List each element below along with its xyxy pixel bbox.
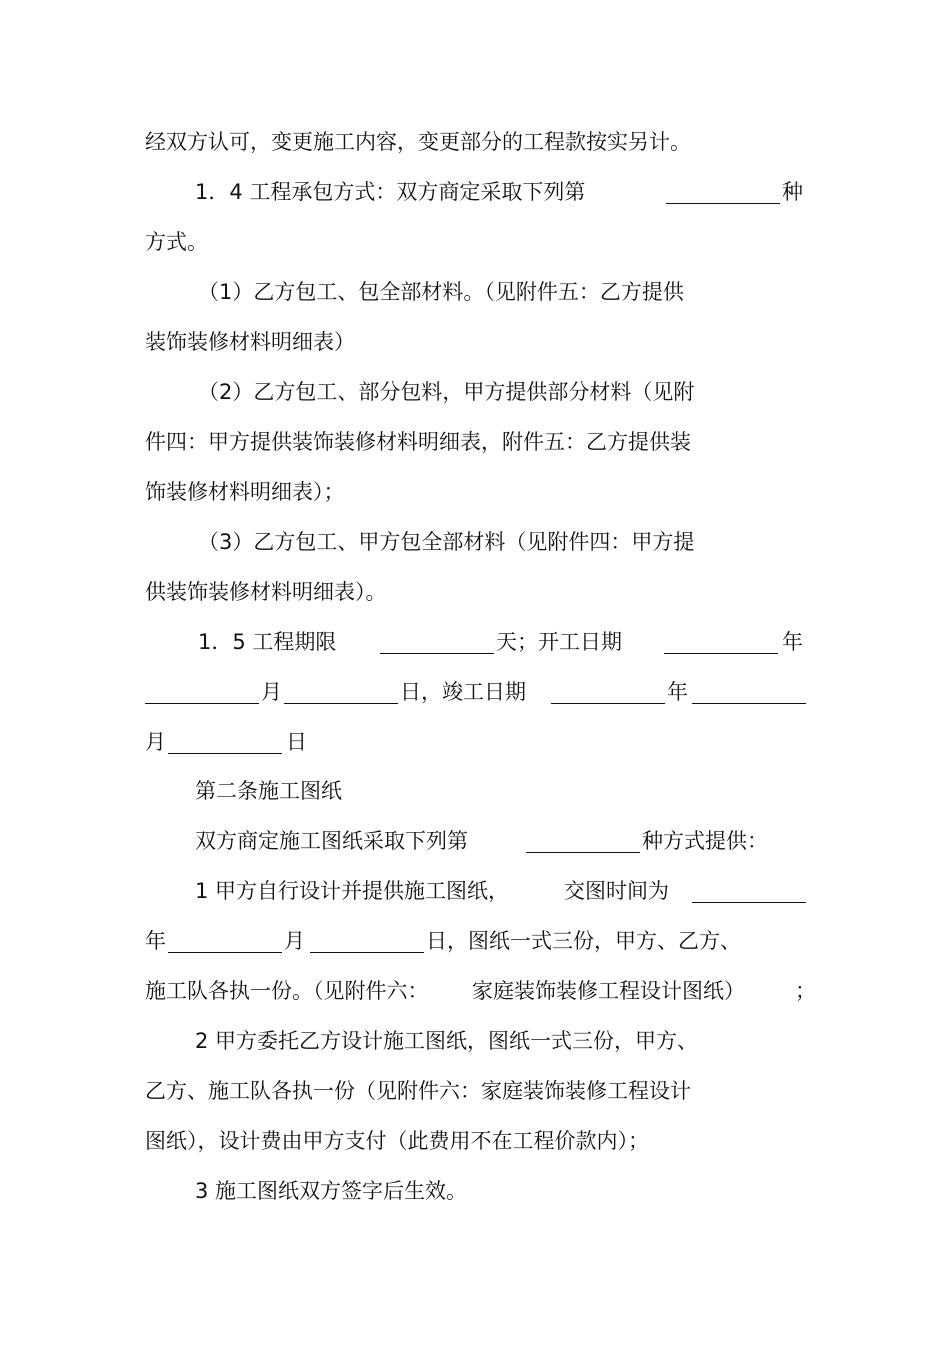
option-2-line: （2）乙方包工、部分包料，甲方提供部分材料（见附 — [198, 380, 695, 404]
unit-label: 年 — [667, 680, 688, 704]
end-date-label: 日，竣工日期 — [400, 680, 526, 704]
paragraph-line: 经双方认可，变更施工内容，变更部分的工程款按实另计。 — [145, 130, 691, 154]
unit-label: 月 — [145, 730, 166, 754]
start-day-blank[interactable] — [284, 683, 398, 704]
handover-year-blank[interactable] — [692, 882, 806, 903]
paragraph-line: 供装饰装修材料明细表）。 — [145, 580, 387, 604]
unit-label: 月 — [261, 680, 282, 704]
end-month-blank[interactable] — [692, 683, 806, 704]
paragraph-line: ； — [795, 979, 816, 1003]
duration-label: 1．5 工程期限 — [198, 630, 337, 654]
paragraph-line: 乙方、施工队各执一份（见附件六：家庭装饰装修工程设计 — [145, 1079, 691, 1103]
option-1-line: （1）乙方包工、包全部材料。（见附件五：乙方提供 — [198, 280, 684, 304]
item-2-text: 2 甲方委托乙方设计施工图纸，图纸一式三份，甲方、 — [195, 1029, 699, 1053]
unit-label: 月 — [284, 929, 305, 953]
item-1-text: 1 甲方自行设计并提供施工图纸， — [195, 879, 510, 903]
item-3-text: 3 施工图纸双方签字后生效。 — [195, 1179, 468, 1203]
paragraph-line: 施工队各执一份。（见附件六： — [145, 979, 429, 1003]
days-blank[interactable] — [380, 633, 494, 654]
paragraph-line: 方式。 — [145, 230, 208, 254]
paragraph-line: 装饰装修材料明细表） — [145, 330, 355, 354]
handover-label: 交图时间为 — [564, 879, 669, 903]
clause-text: 种方式提供： — [642, 829, 768, 853]
end-year-blank[interactable] — [551, 683, 665, 704]
start-date-label: 天；开工日期 — [496, 630, 622, 654]
option-3-line: （3）乙方包工、甲方包全部材料（见附件四：甲方提 — [198, 530, 695, 554]
clause-text: 1．4 工程承包方式：双方商定采取下列第 — [195, 180, 586, 204]
drawing-mode-blank[interactable] — [526, 832, 640, 853]
handover-day-blank[interactable] — [310, 932, 424, 953]
handover-month-blank[interactable] — [168, 932, 282, 953]
blank-field[interactable] — [666, 183, 780, 204]
paragraph-line: 家庭装饰装修工程设计图纸） — [472, 979, 745, 1003]
paragraph-line: 饰装修材料明细表）； — [145, 480, 345, 504]
unit-label: 日 — [286, 730, 307, 754]
start-year-blank[interactable] — [664, 633, 778, 654]
paragraph-line: 件四：甲方提供装饰装修材料明细表，附件五：乙方提供装 — [145, 430, 691, 454]
drawing-mode-label: 双方商定施工图纸采取下列第 — [195, 829, 468, 853]
section-heading: 第二条施工图纸 — [195, 779, 342, 803]
unit-label: 年 — [145, 929, 166, 953]
clause-text: 种 — [782, 180, 803, 204]
clause-text: 日，图纸一式三份，甲方、乙方、 — [426, 929, 741, 953]
paragraph-line: 图纸），设计费由甲方支付（此费用不在工程价款内）； — [145, 1129, 649, 1153]
end-day-blank[interactable] — [168, 733, 282, 754]
unit-label: 年 — [782, 630, 803, 654]
start-month-blank[interactable] — [145, 683, 259, 704]
contract-mode-line — [195, 178, 585, 206]
